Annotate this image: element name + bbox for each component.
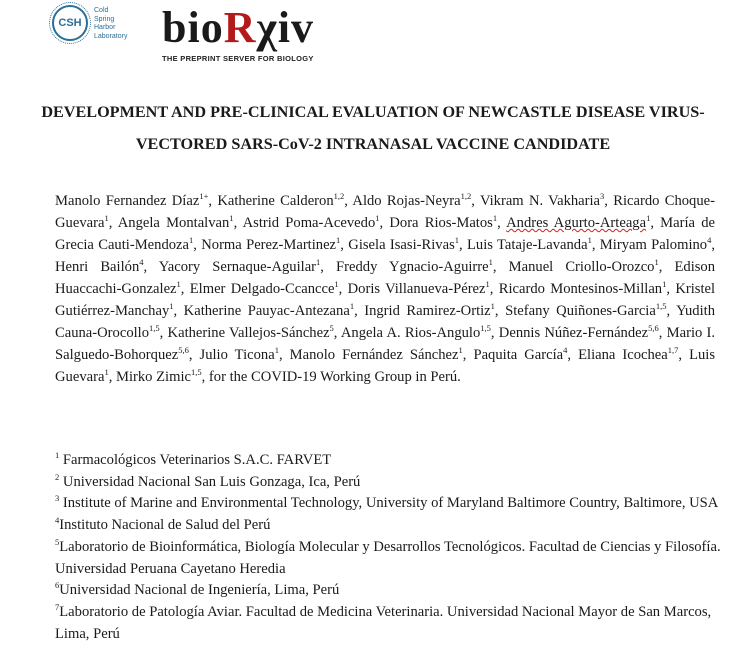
author-affiliation-mark: 1	[587, 235, 592, 246]
author-name: Mirko Zimic	[115, 369, 191, 385]
author	[600, 237, 712, 253]
author-name: Kristel Gutiérrez-Manchay	[55, 281, 716, 319]
author-name: Yudith Cauna-Orocollo	[55, 303, 715, 341]
author	[499, 281, 667, 297]
author	[348, 281, 490, 297]
author-affiliation-mark: 5,6	[648, 323, 659, 334]
author	[578, 347, 678, 363]
author-affiliation-mark: 1	[334, 279, 339, 290]
author-name: Yacory Sernaque-Aguilar	[158, 259, 317, 275]
affiliation-text: Universidad Nacional de Ingeniería, Lima, Perú	[59, 582, 340, 599]
authors-tail: , for the COVID-19 Working Group in Perú.	[201, 369, 461, 385]
author	[116, 369, 202, 385]
author	[201, 237, 340, 253]
author	[341, 325, 491, 341]
affiliation-number: 7	[55, 602, 60, 613]
author	[217, 193, 344, 209]
author	[184, 303, 354, 319]
author	[55, 259, 144, 275]
tagline: THE PREPRINT SERVER FOR BIOLOGY	[162, 54, 314, 63]
author	[506, 215, 650, 231]
author-name: Doris Villanueva-Pérez	[347, 281, 486, 297]
author	[243, 215, 380, 231]
author-name: Angela Montalvan	[117, 215, 230, 231]
affiliation	[55, 515, 725, 537]
author-name: María de Grecia Cauti-Mendoza	[55, 215, 715, 253]
author-name: Angela A. Rios-Angulo	[340, 325, 481, 341]
author-affiliation-mark: 1,7	[667, 345, 679, 356]
author-affiliation-mark: 1	[176, 279, 181, 290]
author-affiliation-mark: 1	[485, 279, 490, 290]
affiliation-number: 5	[55, 536, 60, 547]
affiliation	[55, 450, 725, 472]
author-affiliation-mark: 1,5	[149, 323, 160, 334]
csh-logo-icon: CSH	[52, 5, 88, 41]
author-list: Manolo Fernandez Díaz$^{1+}$, Katherine Calderon$^{1,2}$, Aldo Rojas-Neyra$^{1,2}$, Vikram N. Vakharia$^3$, Ricardo Choque-Guevara$^1$, Angela Montalvan$^1$, Astrid Poma-Acevedo$^1$, Dora Rios-Matos$^1$, Andres Agurto-Arteaga$^1$, María de Grecia Cauti-Mendoza$^1$, Norma Perez-Martinez$^1$, Gisela Isasi-Rivas$^1$, Luis Tataje-Lavanda$^1$, Miryam Palomino$^4$, Henri Bailón$^4$, Yacory Sernaque-Aguilar$^1$, Freddy Ygnacio-Aguirre$^1$, Manuel Criollo-Orozco$^1$, Edison Huaccachi-Gonzalez$^1$, Elmer Delgado-Ccancce$^1$, Doris Villanueva-Pérez$^1$, Ricardo Montesinos-Millan$^1$, Kristel Gutiérrez-Manchay$^1$, Katherine Pauyac-Antezana$^1$, Ingrid Ramirez-Ortiz$^1$, Stefany Quiñones-Garcia$^{1,5}$, Yudith Cauna-Orocollo$^{1,5}$, Katherine Vallejos-Sánchez$^5$, Angela A. Rios-Angulo$^{1,5}$, Dennis Núñez-Fernández$^{5,6}$, Mario I. Salguedo-Bohorquez$^{5,6}$, Julio Ticona$^1$, Manolo Fernández Sánchez$^1$, Paquita García$^4$, Eliana Icochea$^{1,7}$, Luis Guevara$^1$, Mirko Zimic$^{1,5}$, for the COVID-19 Working Group in Perú.	[55, 191, 716, 385]
author-name: Julio Ticona	[199, 347, 275, 363]
author-affiliation-mark: 1,2	[460, 191, 472, 202]
author-name: Andres Agurto-Arteaga	[506, 215, 647, 231]
author-affiliation-mark: 3	[600, 191, 605, 202]
affiliation-number: 6	[55, 580, 60, 591]
author-affiliation-mark: 1,2	[333, 191, 345, 202]
author-affiliation-mark: 4	[563, 345, 568, 356]
affiliation	[55, 493, 725, 515]
author-name: Manolo Fernández Sánchez	[289, 347, 459, 363]
author-affiliation-mark: 1	[274, 345, 279, 356]
author-affiliation-mark: 1	[104, 213, 109, 224]
affiliation-number: 4	[55, 515, 60, 526]
affiliation-number: 3	[55, 493, 60, 504]
author-affiliation-mark: 5,6	[178, 345, 189, 356]
author-affiliation-mark: 1	[375, 213, 380, 224]
author-affiliation-mark: 1,5	[655, 301, 667, 312]
author-affiliation-mark: 4	[139, 257, 144, 268]
author	[467, 237, 592, 253]
author-name: Dennis Núñez-Fernández	[498, 325, 649, 341]
header	[0, 0, 746, 80]
author-affiliation-mark: 1	[458, 345, 463, 356]
author	[118, 215, 234, 231]
author-affiliation-mark: 1	[654, 257, 659, 268]
affiliation	[55, 472, 725, 494]
author-name: Katherine Vallejos-Sánchez	[167, 325, 330, 341]
author	[190, 281, 339, 297]
affiliation-list	[55, 450, 725, 645]
author-affiliation-mark: 1	[336, 235, 341, 246]
author-affiliation-mark: 1	[169, 301, 174, 312]
affiliation	[55, 602, 725, 645]
author	[499, 325, 659, 341]
author-name: Katherine Pauyac-Antezana	[183, 303, 350, 319]
author	[352, 193, 471, 209]
author-affiliation-mark: 1	[492, 213, 498, 224]
author-affiliation-mark: 5	[329, 323, 334, 334]
author-name: Edison Huaccachi-Gonzalez	[55, 259, 716, 297]
affiliation-number: 1	[55, 450, 60, 461]
author-name: Gisela Isasi-Rivas	[348, 237, 455, 253]
author-affiliation-mark: 1,5	[480, 323, 491, 334]
author-name: Vikram N. Vakharia	[479, 193, 601, 209]
affiliation	[55, 580, 725, 602]
author-name: Stefany Quiñones-Garcia	[505, 303, 656, 319]
author-name: Miryam Palomino	[599, 237, 708, 253]
author-name: Mario I. Salguedo-Bohorquez	[55, 325, 716, 363]
author-name: Astrid Poma-Acevedo	[242, 215, 376, 231]
affiliation-text: Institute of Marine and Environmental Technology, University of Maryland Baltimore Country, Baltimore, USA	[59, 495, 719, 512]
author-affiliation-mark: 1	[488, 257, 493, 268]
author-name: Aldo Rojas-Neyra	[352, 193, 461, 209]
paper-title: DEVELOPMENT AND PRE-CLINICAL EVALUATION OF NEWCASTLE DISEASE VIRUS-VECTORED SARS-CoV-2 INTRANASAL VACCINE CANDIDATE	[41, 103, 705, 153]
author	[348, 237, 459, 253]
author	[473, 347, 567, 363]
author-name: Katherine Calderon	[217, 193, 334, 209]
csh-logo[interactable]	[52, 5, 162, 47]
author	[159, 259, 321, 275]
author-affiliation-mark: 1	[349, 301, 355, 312]
author-name: Luis Tataje-Lavanda	[467, 237, 588, 253]
author-name: Norma Perez-Martinez	[201, 237, 337, 253]
author	[505, 303, 666, 319]
affiliation-text: Universidad Nacional San Luis Gonzaga, Ica, Perú	[59, 473, 361, 490]
author-name: Ingrid Ramirez-Ortiz	[364, 303, 491, 319]
author	[168, 325, 334, 341]
author-name: Ricardo Montesinos-Millan	[498, 281, 663, 297]
affiliation	[55, 537, 725, 580]
author-name: Manuel Criollo-Orozco	[508, 259, 655, 275]
author	[200, 347, 279, 363]
author-name: Henri Bailón	[55, 259, 140, 275]
author-name: Luis Guevara	[55, 347, 716, 385]
author-affiliation-mark: 1	[189, 235, 194, 246]
author-name: Paquita García	[473, 347, 564, 363]
affiliation-text: Instituto Nacional de Salud del Perú	[59, 517, 271, 534]
author-affiliation-mark: 1	[646, 213, 651, 224]
author-name: Elmer Delgado-Ccancce	[189, 281, 335, 297]
author	[364, 303, 495, 319]
author-name: Ricardo Choque-Guevara	[55, 193, 715, 231]
author-affiliation-mark: 1	[454, 235, 460, 246]
author-name: Freddy Ygnacio-Aguirre	[336, 259, 489, 275]
author-affiliation-mark: 4	[707, 235, 712, 246]
author	[336, 259, 493, 275]
author-affiliation-mark: 1,5	[190, 367, 202, 378]
author	[509, 259, 659, 275]
affiliation-text: Laboratorio de Patología Aviar. Facultad de Medicina Veterinaria. Universidad Nacional Mayor de San Marcos, Lima, Perú	[55, 603, 712, 642]
author-affiliation-mark: 1	[229, 213, 234, 224]
affiliation-text: Farmacológicos Veterinarios S.A.C. FARVET	[59, 452, 332, 468]
author-name: Eliana Icochea	[578, 347, 668, 363]
author	[55, 193, 208, 209]
affiliation-text: Laboratorio de Bioinformática, Biología Molecular y Desarrollos Tecnológicos. Facultad de Ciencias y Filosofía. Universidad Peruana Cayetano Heredia	[55, 538, 721, 577]
author-affiliation-mark: 1	[316, 257, 321, 268]
author	[290, 347, 463, 363]
author	[389, 215, 497, 231]
author	[480, 193, 604, 209]
author-affiliation-mark: 1	[104, 367, 109, 378]
biorxiv-logo[interactable]: bioRχiv	[162, 3, 315, 52]
author-affiliation-mark: 1+	[199, 191, 209, 202]
author-affiliation-mark: 1	[490, 301, 495, 312]
author-name: Dora Rios-Matos	[389, 215, 493, 231]
author-name: Manolo Fernandez Díaz	[55, 193, 200, 209]
author-affiliation-mark: 1	[662, 279, 667, 290]
csh-logo-text: Cold Spring Harbor Laboratory	[94, 7, 128, 40]
affiliation-number: 2	[55, 471, 60, 482]
